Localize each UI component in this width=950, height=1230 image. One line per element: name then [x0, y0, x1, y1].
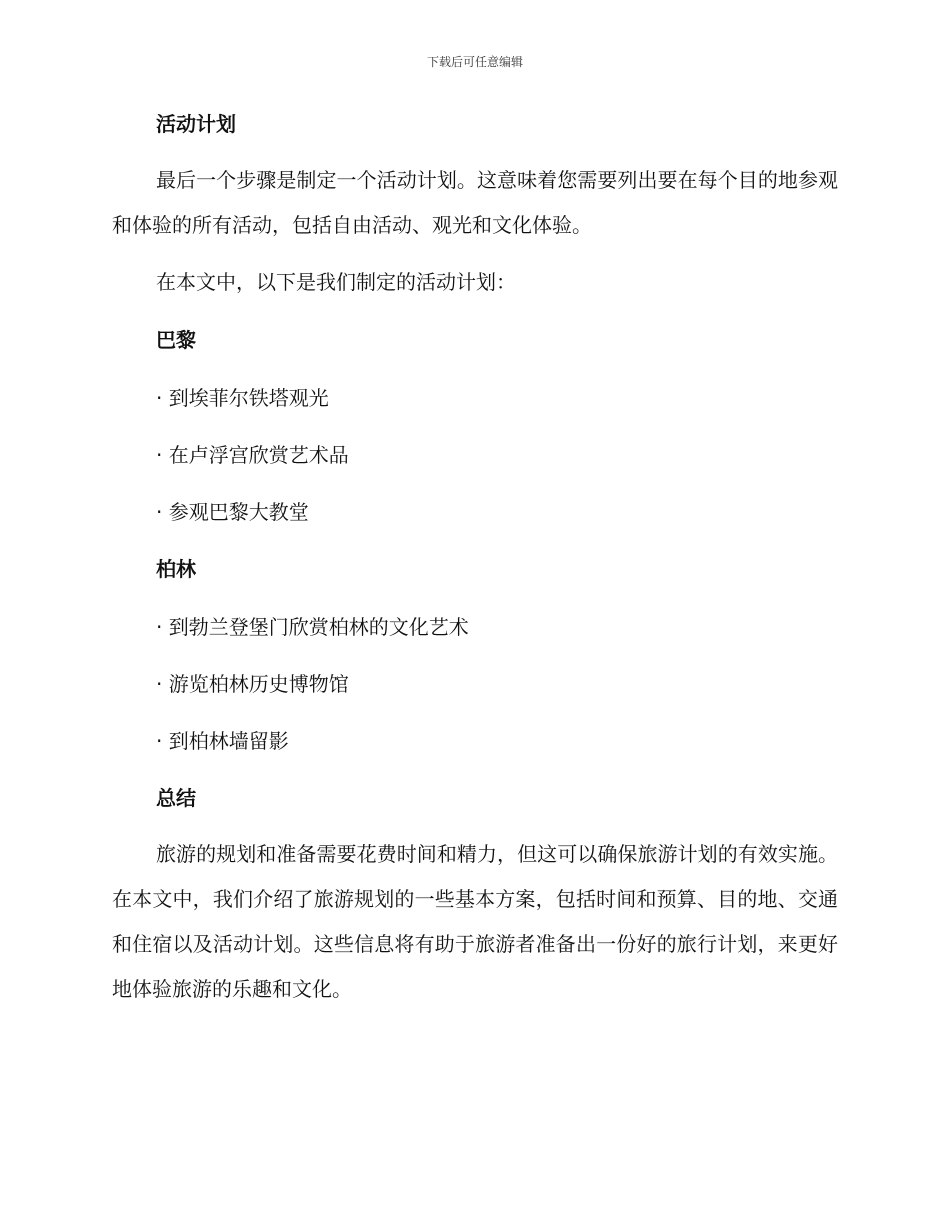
list-item-paris-2: · 在卢浮宫欣赏艺术品: [156, 443, 349, 467]
list-item-berlin-2: · 游览柏林历史博物馆: [156, 672, 349, 696]
paragraph-summary: 旅游的规划和准备需要花费时间和精力，但这可以确保旅游计划的有效实施。在本文中，我们介绍了旅游规划的一些基本方案，包括时间和预算、目的地、交通和住宿以及活动计划。这些信息将有助于旅游者准备出一份好的旅行计划，来更好地体验旅游的乐趣和文化。: [112, 842, 838, 1001]
paragraph-activity-plan-intro: 最后一个步骤是制定一个活动计划。这意味着您需要列出要在每个目的地参观和体验的所有活动，包括自由活动、观光和文化体验。: [112, 168, 838, 237]
heading-paris: 巴黎: [156, 328, 196, 352]
heading-activity-plan: 活动计划: [156, 112, 236, 136]
list-item-berlin-3: · 到柏林墙留影: [156, 729, 289, 753]
list-item-paris-1: · 到埃菲尔铁塔观光: [156, 386, 329, 410]
document-body: [112, 112, 838, 1035]
page-header: 下载后可任意编辑: [426, 55, 523, 69]
list-item-paris-3: · 参观巴黎大教堂: [156, 500, 309, 524]
heading-summary: 总结: [156, 786, 196, 810]
heading-berlin: 柏林: [156, 557, 196, 581]
list-item-berlin-1: · 到勃兰登堡门欣赏柏林的文化艺术: [156, 615, 469, 639]
paragraph-activity-plan-lead: 在本文中，以下是我们制定的活动计划：: [156, 270, 516, 294]
